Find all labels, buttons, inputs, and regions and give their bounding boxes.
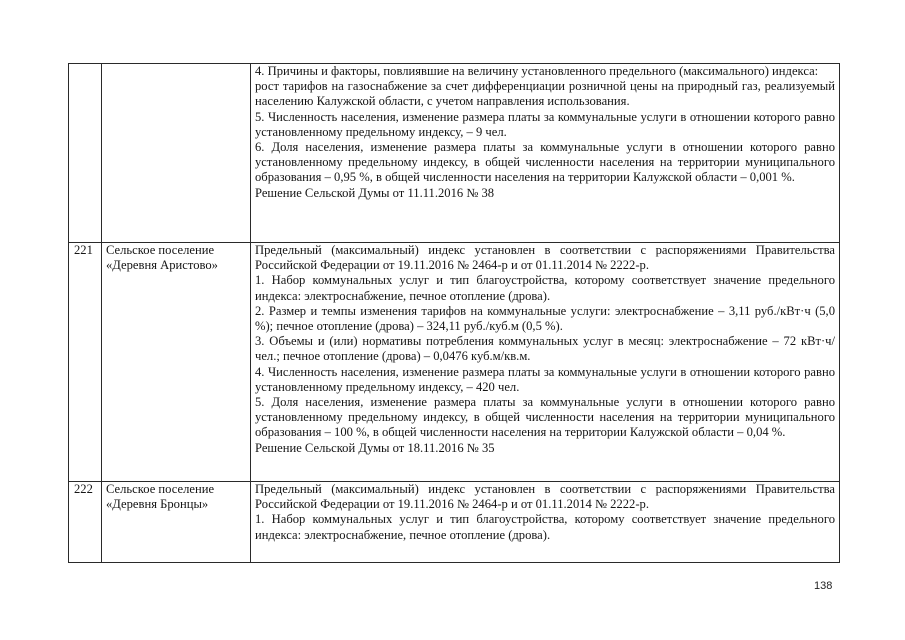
table-row [69,64,840,243]
index-description [251,64,840,243]
paragraph: 6. Доля населения, изменение размера платы за коммунальные услуги в отношении которого равно установленному предельному индексу, в общей численности населения на территории муниципального образования – 0,95 %, в общей численности населения на территории Калужской области – 0,001 %. [255,140,835,185]
paragraph: 5. Численность населения, изменение размера платы за коммунальные услуги в отношении которого равно установленному предельному индексу, – 9 чел. [255,109,835,139]
table-row [69,243,840,482]
row-number [69,64,102,243]
paragraph: 5. Доля населения, изменение размера платы за коммунальные услуги в отношении которого равно установленному предельному индексу, в общей численности населения на территории муниципального образования – 100 %, в общей численности населения на территории Калужской области – 0,04 %. [255,395,835,440]
decision-reference: Решение Сельской Думы от 11.11.2016 № 38 [255,185,495,200]
decision-reference: Решение Сельской Думы от 18.11.2016 № 35 [255,440,495,455]
table-row [69,482,840,563]
paragraph: Предельный (максимальный) индекс установлен в соответствии с распоряжениями Правительства Российской Федерации от 19.11.2016 № 2464-р и от 01.11.2014 № 2222-р. [255,482,835,512]
row-number: 221 [69,243,102,482]
paragraph: 3. Объемы и (или) нормативы потребления коммунальных услуг в месяц: электроснабжение – 72 кВт·ч/чел.; печное отопление (дрова) – 0,0476 куб.м/кв.м. [255,334,835,364]
document-table [68,63,840,563]
paragraph: 1. Набор коммунальных услуг и тип благоустройства, которому соответствует значение предельного индекса: электроснабжение, печное отопление (дрова). [255,512,835,542]
index-description [251,482,840,563]
municipality-name: Сельское поселение «Деревня Аристово» [102,243,251,482]
paragraph: 4. Причины и факторы, повлиявшие на величину установленного предельного (максимального) индекса: [255,64,819,78]
page-number: 138 [814,580,833,592]
paragraph: Предельный (максимальный) индекс установлен в соответствии с распоряжениями Правительства Российской Федерации от 19.11.2016 № 2464-р и от 01.11.2014 № 2222-р. [255,243,835,273]
index-description [251,243,840,482]
paragraph: 2. Размер и темпы изменения тарифов на коммунальные услуги: электроснабжение – 3,11 руб./кВт·ч (5,0 %); печное отопление (дрова) – 324,11 руб./куб.м (0,5 %). [255,303,835,334]
paragraph: 1. Набор коммунальных услуг и тип благоустройства, которому соответствует значение предельного индекса: электроснабжение, печное отопление (дрова). [255,273,835,303]
municipality-name: Сельское поселение «Деревня Бронцы» [102,482,251,563]
paragraph: рост тарифов на газоснабжение за счет дифференциации розничной цены на природный газ, реализуемый населению Калужской области, с учетом направления использования. [255,79,835,109]
paragraph: 4. Численность населения, изменение размера платы за коммунальные услуги в отношении которого равно установленному предельному индексу, – 420 чел. [255,364,835,394]
municipality-name [102,64,251,243]
row-number: 222 [69,482,102,563]
